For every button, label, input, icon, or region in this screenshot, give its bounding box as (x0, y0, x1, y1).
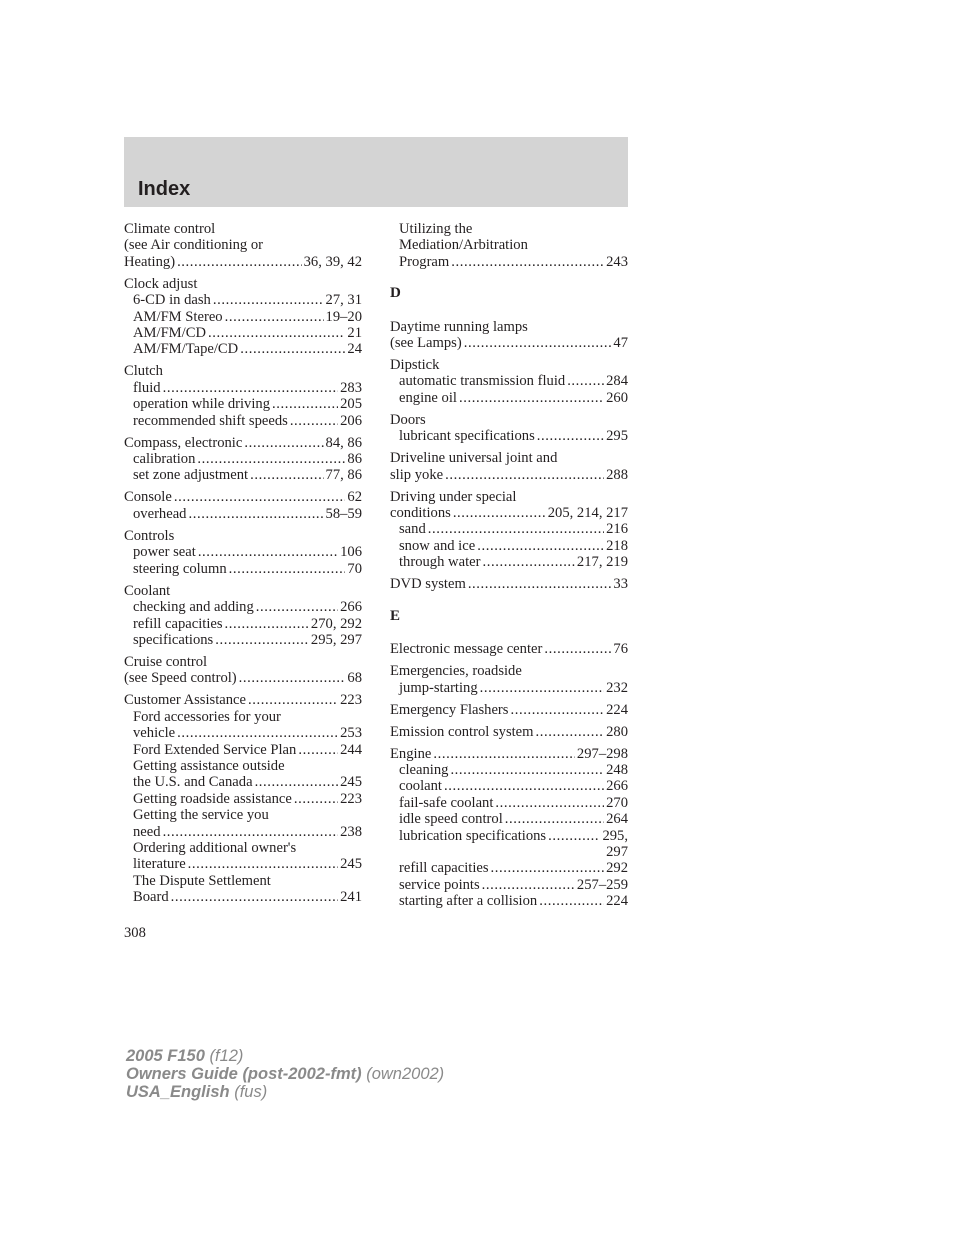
index-subentry-line (124, 451, 362, 467)
page-reference: 244 (340, 741, 362, 758)
page-reference: 292 (606, 860, 628, 877)
index-term: lubricant specifications (399, 428, 535, 445)
index-subentry-line (124, 380, 362, 396)
index-term: Customer Assistance (124, 692, 247, 709)
index-subentry-line (124, 856, 362, 872)
page-reference: 106 (340, 544, 362, 561)
dot-leader (468, 576, 612, 592)
index-term: checking and adding (133, 599, 254, 616)
index-term: AM/FM/CD (133, 325, 206, 342)
index-entry-line (390, 663, 628, 679)
index-term: Emergencies, roadside (390, 663, 522, 680)
index-entry-line (124, 489, 362, 505)
index-term: Dipstick (390, 357, 440, 374)
index-subentry-line (390, 390, 628, 406)
index-term: (see Lamps) (390, 335, 462, 352)
index-term: Board (133, 889, 169, 906)
page-reference: 21 (347, 325, 362, 342)
page-reference: 245 (340, 774, 362, 791)
page-reference: 288 (606, 466, 628, 483)
index-entry (124, 221, 362, 270)
index-term: vehicle (133, 725, 176, 742)
dot-leader (444, 778, 604, 794)
index-entry (390, 319, 628, 352)
index-entry (124, 692, 362, 905)
index-entry-line (390, 412, 628, 428)
page-reference: 84, 86 (325, 434, 362, 451)
page-reference: 241 (340, 889, 362, 906)
index-subentry-line (390, 778, 628, 794)
index-term: sand (399, 521, 426, 538)
index-entry-line (124, 254, 362, 270)
index-subentry-line (390, 254, 628, 270)
index-column-left (124, 221, 362, 911)
index-subentry-line (390, 237, 628, 253)
index-term: need (133, 823, 161, 840)
page-reference: 205, 214, 217 (547, 505, 628, 522)
dot-leader (188, 506, 323, 522)
page-reference: 266 (606, 778, 628, 795)
dot-leader (453, 505, 546, 521)
index-subentry-line (124, 506, 362, 522)
page-reference: 253 (340, 725, 362, 742)
index-term: refill capacities (133, 615, 223, 632)
index-subentry-line (124, 791, 362, 807)
page-reference: 224 (606, 701, 628, 718)
index-subentry-line (390, 538, 628, 554)
index-entry-line (390, 467, 628, 483)
index-subentry-line (390, 893, 628, 909)
index-entry-line (390, 319, 628, 335)
index-entry-line (390, 746, 628, 762)
index-term: Driveline universal joint and (390, 450, 558, 467)
page-reference: 248 (606, 761, 628, 778)
index-term: through water (399, 554, 481, 571)
index-term: Driving under special (390, 488, 517, 505)
index-entry-line (390, 335, 628, 351)
dot-leader (248, 692, 338, 708)
index-term: recommended shift speeds (133, 412, 288, 429)
page-reference: 284 (606, 373, 628, 390)
index-term: slip yoke (390, 466, 444, 483)
index-subentry-line (124, 725, 362, 741)
index-entry-line (390, 724, 628, 740)
index-subentry-line (390, 762, 628, 778)
index-term: literature (133, 856, 186, 873)
index-term: Compass, electronic (124, 434, 243, 451)
dot-leader (174, 489, 346, 505)
index-subentry-line (124, 758, 362, 774)
page-reference: 58–59 (325, 505, 362, 522)
page-reference: 19–20 (325, 308, 362, 325)
index-term: Climate control (124, 221, 216, 237)
index-subentry-line (124, 544, 362, 560)
index-subentry-line (390, 844, 628, 860)
index-term: snow and ice (399, 537, 476, 554)
dot-leader (213, 292, 324, 308)
page-number: 308 (124, 925, 146, 941)
index-entry (390, 221, 628, 270)
index-subentry-line (390, 828, 628, 844)
index-entry-line (124, 221, 362, 237)
page-reference: 205 (340, 396, 362, 413)
dot-leader (298, 742, 338, 758)
page-reference: 295, (602, 827, 628, 844)
index-term: Ordering additional owner's (133, 839, 297, 856)
page-reference: 68 (347, 670, 362, 687)
index-entry (124, 489, 362, 522)
index-term: cleaning (399, 761, 449, 778)
index-entry-line (124, 583, 362, 599)
page-reference: 264 (606, 811, 628, 828)
index-term: engine oil (399, 389, 457, 406)
page-reference: 206 (340, 412, 362, 429)
page-reference: 27, 31 (325, 292, 362, 309)
index-term: the U.S. and Canada (133, 774, 253, 791)
index-term: Coolant (124, 582, 171, 599)
index-term: Emergency Flashers (390, 701, 509, 718)
index-subentry-line (390, 373, 628, 389)
index-term: refill capacities (399, 860, 489, 877)
dot-leader (445, 467, 604, 483)
dot-leader (171, 889, 338, 905)
dot-leader (197, 451, 345, 467)
index-entry (390, 746, 628, 910)
page-reference: 245 (340, 856, 362, 873)
page-reference: 238 (340, 823, 362, 840)
footer-line-2: Owners Guide (post-2002-fmt) (own2002) (126, 1065, 445, 1083)
page-reference: 257–259 (576, 876, 628, 893)
index-entry (390, 724, 628, 740)
page-reference: 24 (347, 341, 362, 358)
index-subentry-line (124, 889, 362, 905)
page-reference: 270 (606, 794, 628, 811)
dot-leader (177, 725, 338, 741)
index-term: AM/FM Stereo (133, 308, 223, 325)
index-subentry-line (124, 742, 362, 758)
page-reference: 77, 86 (325, 467, 362, 484)
page-reference: 280 (606, 723, 628, 740)
dot-leader (491, 860, 605, 876)
index-term: coolant (399, 778, 442, 795)
dot-leader (537, 428, 604, 444)
index-entry (124, 435, 362, 484)
dot-leader (225, 309, 324, 325)
index-subentry-line (124, 396, 362, 412)
index-term: Emission control system (390, 723, 534, 740)
footer-line-1: 2005 F150 (f12) (126, 1047, 244, 1065)
dot-leader (450, 762, 604, 778)
index-term: 6-CD in dash (133, 292, 211, 309)
index-term: starting after a collision (399, 893, 538, 910)
dot-leader (198, 544, 338, 560)
page-reference: 218 (606, 537, 628, 554)
index-term: Cruise control (124, 653, 208, 670)
dot-leader (464, 335, 612, 351)
index-term: overhead (133, 505, 187, 522)
index-subentry-line (124, 309, 362, 325)
index-subentry-line (390, 221, 628, 237)
index-subentry-line (124, 709, 362, 725)
page-reference: 216 (606, 521, 628, 538)
index-term: Clutch (124, 363, 163, 380)
dot-leader (250, 467, 323, 483)
dot-leader (294, 791, 338, 807)
index-subentry-line (124, 840, 362, 856)
index-subentry-line (124, 325, 362, 341)
index-entry (390, 576, 628, 592)
index-subentry-line (390, 877, 628, 893)
dot-leader (240, 341, 345, 357)
index-subentry-line (390, 860, 628, 876)
document-footer (126, 1047, 444, 1101)
dot-leader (229, 561, 346, 577)
index-entry (390, 489, 628, 571)
dot-leader (215, 632, 309, 648)
index-term: Heating) (124, 253, 176, 270)
index-letter-heading: D (390, 285, 401, 302)
index-entry (124, 276, 362, 358)
page-reference: 270, 292 (310, 615, 362, 632)
index-entry-line (390, 450, 628, 466)
index-subentry-line (390, 795, 628, 811)
index-subentry-line (124, 873, 362, 889)
index-subentry-line (124, 341, 362, 357)
dot-leader (163, 380, 339, 396)
dot-leader (544, 641, 611, 657)
index-term: Program (399, 253, 450, 270)
index-term: Electronic message center (390, 641, 543, 658)
index-term: DVD system (390, 576, 466, 593)
index-subentry-line (124, 561, 362, 577)
page-reference: 33 (613, 576, 628, 593)
index-term: Console (124, 489, 172, 506)
index-entry (390, 663, 628, 696)
dot-leader (482, 554, 574, 570)
dot-leader (536, 724, 605, 740)
index-entry (124, 363, 362, 429)
index-subentry-line (124, 599, 362, 615)
index-entry (390, 357, 628, 406)
page-reference: 297–298 (576, 745, 628, 762)
dot-leader (482, 877, 575, 893)
index-letter-heading: E (390, 607, 401, 624)
index-entry-line (124, 237, 362, 253)
footer-line-3: USA_English (fus) (126, 1083, 268, 1101)
page-reference: 224 (606, 893, 628, 910)
dot-leader (567, 373, 604, 389)
index-term: fail-safe coolant (399, 794, 494, 811)
index-entry-line (390, 505, 628, 521)
dot-leader (428, 521, 604, 537)
index-term: Getting the service you (133, 807, 269, 824)
page-reference: 47 (613, 335, 628, 352)
dot-leader (495, 795, 604, 811)
page-reference: 76 (613, 641, 628, 658)
index-term: Engine (390, 745, 432, 762)
dot-leader (177, 254, 302, 270)
dot-leader (208, 325, 345, 341)
index-term: (see Air conditioning or (124, 237, 264, 254)
index-term: The Dispute Settlement (133, 872, 271, 889)
index-entry (124, 528, 362, 577)
page-reference: 223 (340, 790, 362, 807)
index-entry-line (390, 576, 628, 592)
index-entry (390, 412, 628, 445)
index-entry-line (390, 641, 628, 657)
index-entry-line (124, 654, 362, 670)
index-term: power seat (133, 544, 196, 561)
index-subentry-line (124, 632, 362, 648)
index-term: steering column (133, 560, 227, 577)
dot-leader (225, 616, 309, 632)
index-entry-line (390, 702, 628, 718)
index-entry-line (124, 276, 362, 292)
dot-leader (256, 599, 338, 615)
dot-leader (255, 774, 339, 790)
index-term: (see Speed control) (124, 670, 237, 687)
dot-leader (548, 828, 600, 844)
index-entry-line (124, 435, 362, 451)
dot-leader (290, 413, 338, 429)
page-reference: 295, 297 (310, 631, 362, 648)
index-term: Utilizing the (399, 221, 473, 237)
dot-leader (272, 396, 338, 412)
dot-leader (459, 390, 604, 406)
dot-leader (433, 746, 575, 762)
index-subentry-line (390, 428, 628, 444)
index-term: fluid (133, 379, 161, 396)
index-term: calibration (133, 451, 196, 468)
index-term: Daytime running lamps (390, 318, 528, 335)
index-entry (390, 641, 628, 657)
dot-leader (480, 680, 604, 696)
dot-leader (188, 856, 338, 872)
index-subentry-line (124, 774, 362, 790)
index-term: idle speed control (399, 811, 503, 828)
page-reference: 232 (606, 679, 628, 696)
dot-leader (510, 702, 604, 718)
index-subentry-line (124, 807, 362, 823)
index-subentry-line (124, 413, 362, 429)
page-reference: 295 (606, 428, 628, 445)
dot-leader (163, 824, 339, 840)
index-entry-line (124, 363, 362, 379)
index-entry-line (124, 528, 362, 544)
index-entry-line (390, 489, 628, 505)
index-term: Controls (124, 527, 175, 544)
index-term: conditions (390, 505, 451, 522)
index-subentry-line (124, 292, 362, 308)
index-entry (390, 702, 628, 718)
index-subentry-line (390, 521, 628, 537)
index-term: Getting roadside assistance (133, 790, 292, 807)
index-term: Doors (390, 411, 426, 428)
index-term: Clock adjust (124, 275, 198, 292)
index-subentry-line (124, 467, 362, 483)
dot-leader (239, 670, 346, 686)
index-subentry-line (390, 811, 628, 827)
index-entry (390, 450, 628, 483)
page-reference: 86 (347, 451, 362, 468)
index-term: Ford accessories for your (133, 708, 281, 725)
page-reference: 266 (340, 599, 362, 616)
index-term: Mediation/Arbitration (399, 237, 528, 254)
index-term: lubrication specifications (399, 827, 547, 844)
dot-leader (539, 893, 604, 909)
index-entry (124, 583, 362, 649)
page-reference: 283 (340, 379, 362, 396)
page-reference: 36, 39, 42 (303, 253, 362, 270)
index-term: operation while driving (133, 396, 270, 413)
page-reference: 297 (606, 843, 628, 860)
page-reference: 243 (606, 253, 628, 270)
dot-leader (244, 435, 323, 451)
index-term: Getting assistance outside (133, 757, 285, 774)
index-subentry-line (390, 554, 628, 570)
index-entry (124, 654, 362, 687)
index-entry-line (124, 692, 362, 708)
index-entry-line (124, 670, 362, 686)
index-subentry-line (124, 616, 362, 632)
page-reference: 62 (347, 489, 362, 506)
page-reference: 217, 219 (576, 554, 628, 571)
index-column-right (390, 221, 628, 915)
page-reference: 260 (606, 389, 628, 406)
header-band (124, 137, 628, 207)
index-term: specifications (133, 631, 214, 648)
page-reference: 70 (347, 560, 362, 577)
index-term: AM/FM/Tape/CD (133, 341, 239, 358)
dot-leader (477, 538, 604, 554)
index-subentry-line (390, 680, 628, 696)
index-term: service points (399, 876, 480, 893)
page-reference: 223 (340, 692, 362, 709)
index-term: automatic transmission fluid (399, 373, 566, 390)
index-term: set zone adjustment (133, 467, 249, 484)
dot-leader (505, 811, 604, 827)
index-term: jump-starting (399, 679, 478, 696)
index-entry-line (390, 357, 628, 373)
index-term: Ford Extended Service Plan (133, 741, 297, 758)
page-title: Index (138, 178, 191, 200)
dot-leader (451, 254, 604, 270)
index-subentry-line (124, 824, 362, 840)
